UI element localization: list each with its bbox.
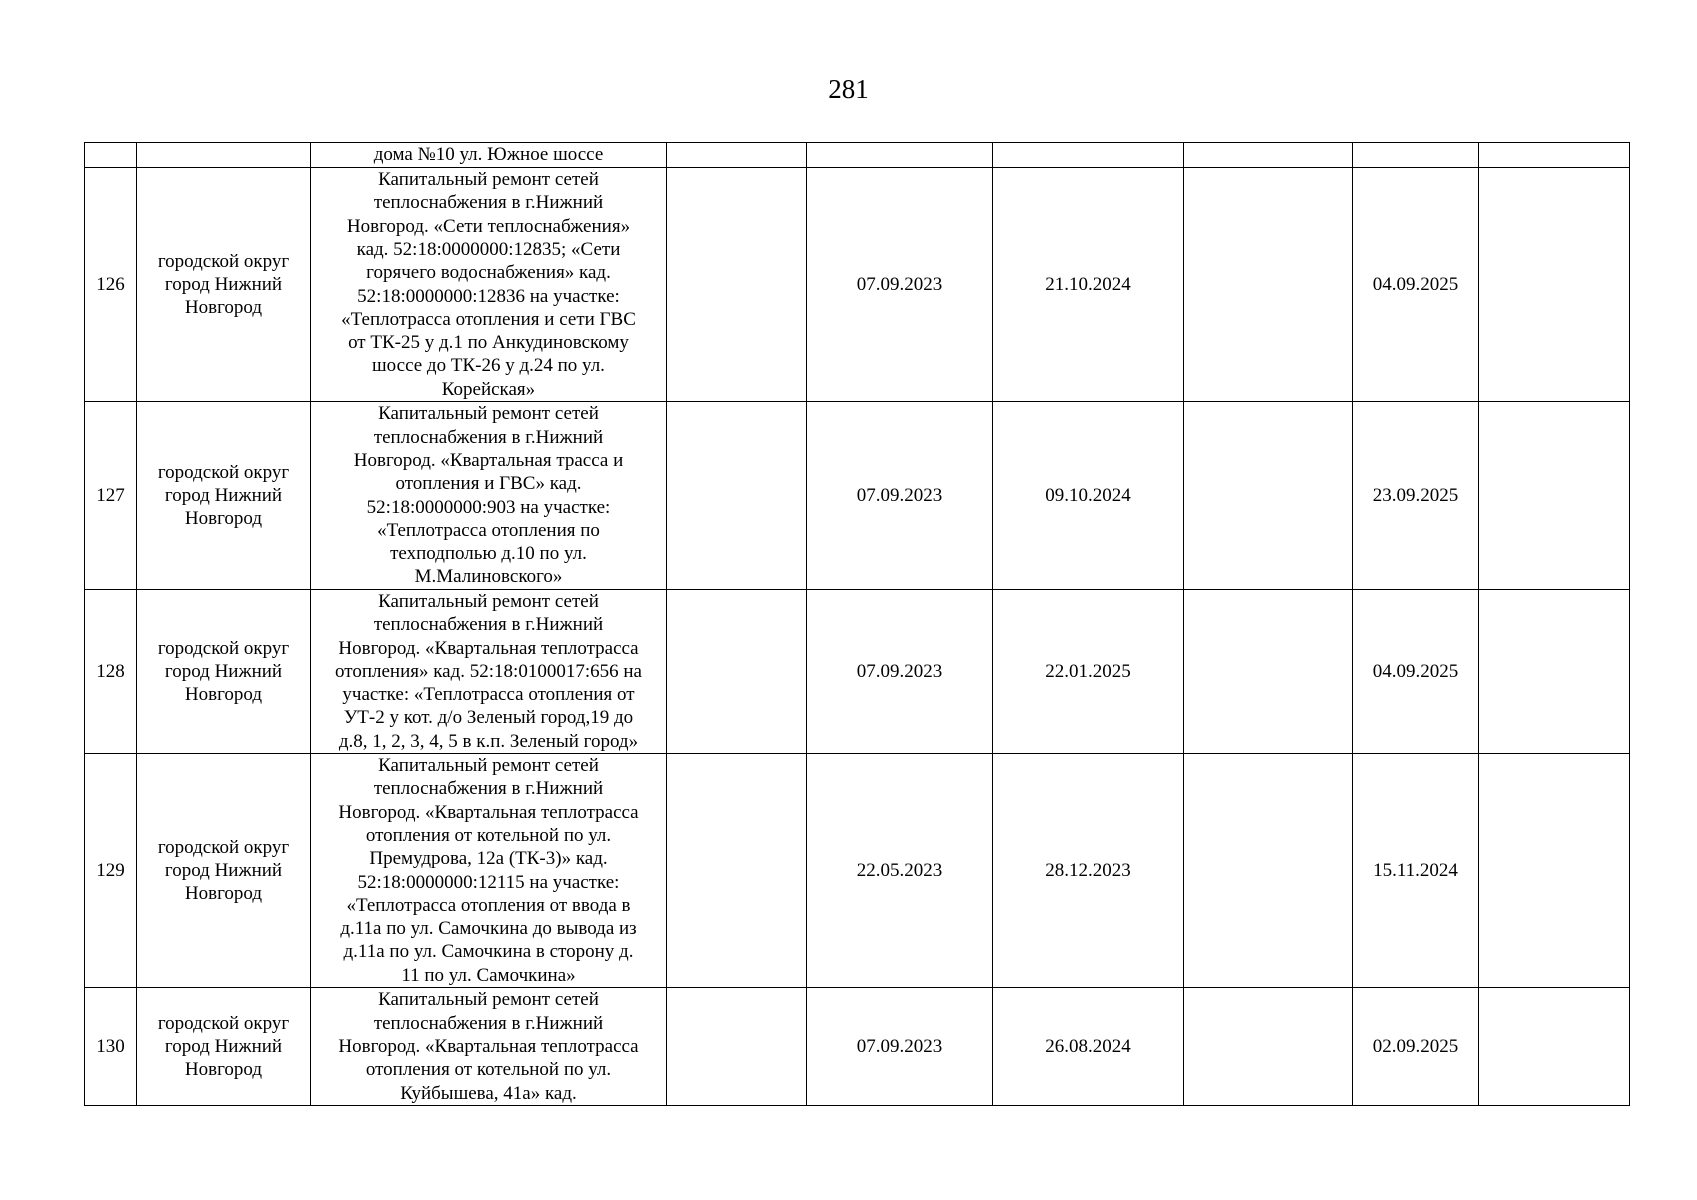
cell-empty xyxy=(667,754,807,988)
cell-object: Капитальный ремонт сетей теплоснабжения в г.Нижний Новгород. «Квартальная теплотрасса отопления от котельной по ул. Куйбышева, 41а» кад. xyxy=(311,988,667,1106)
registry-table xyxy=(84,142,1630,1106)
cell-municipality: городской округ город Нижний Новгород xyxy=(137,590,311,754)
page-number: 281 xyxy=(828,74,869,104)
cell-empty xyxy=(667,988,807,1106)
cell-empty xyxy=(1184,988,1353,1106)
cell-empty xyxy=(667,590,807,754)
table-row xyxy=(85,988,1630,1106)
cell-object: Капитальный ремонт сетей теплоснабжения в г.Нижний Новгород. «Квартальная теплотрасса отопления» кад. 52:18:0100017:656 на участке: «Теплотрасса отопления от УТ-2 у кот. д/о Зеленый город,19 до д.8, 1, 2, 3, 4, 5 в к.п. Зеленый город» xyxy=(311,590,667,754)
cell-empty xyxy=(1184,754,1353,988)
cell-date-end xyxy=(993,143,1184,168)
cell-empty xyxy=(667,402,807,590)
cell-empty xyxy=(1479,143,1630,168)
cell-empty xyxy=(1479,168,1630,402)
cell-date-start: 22.05.2023 xyxy=(807,754,993,988)
cell-date-end: 26.08.2024 xyxy=(993,988,1184,1106)
cell-number: 128 xyxy=(85,590,137,754)
cell-number: 126 xyxy=(85,168,137,402)
cell-empty xyxy=(667,168,807,402)
cell-date-done: 04.09.2025 xyxy=(1353,590,1479,754)
cell-empty xyxy=(667,143,807,168)
cell-empty xyxy=(1479,754,1630,988)
cell-empty xyxy=(1479,590,1630,754)
cell-number: 129 xyxy=(85,754,137,988)
cell-empty xyxy=(1184,402,1353,590)
table-row xyxy=(85,402,1630,590)
cell-object: Капитальный ремонт сетей теплоснабжения в г.Нижний Новгород. «Квартальная теплотрасса отопления от котельной по ул. Премудрова, 12а (ТК-3)» кад. 52:18:0000000:12115 на участке: «Теплотрасса отопления от ввода в д.11а по ул. Самочкина до вывода из д.11а по ул. Самочкина в сторону д. 11 по ул. Самочкина» xyxy=(311,754,667,988)
cell-date-start: 07.09.2023 xyxy=(807,402,993,590)
cell-date-end: 09.10.2024 xyxy=(993,402,1184,590)
cell-date-done xyxy=(1353,143,1479,168)
cell-date-start: 07.09.2023 xyxy=(807,988,993,1106)
cell-empty xyxy=(1184,143,1353,168)
table-row xyxy=(85,168,1630,402)
cell-municipality: городской округ город Нижний Новгород xyxy=(137,168,311,402)
cell-date-end: 21.10.2024 xyxy=(993,168,1184,402)
cell-number: 127 xyxy=(85,402,137,590)
cell-date-start xyxy=(807,143,993,168)
cell-municipality: городской округ город Нижний Новгород xyxy=(137,988,311,1106)
cell-municipality: городской округ город Нижний Новгород xyxy=(137,402,311,590)
cell-municipality xyxy=(137,143,311,168)
cell-date-done: 04.09.2025 xyxy=(1353,168,1479,402)
cell-object: дома №10 ул. Южное шоссе xyxy=(311,143,667,168)
cell-empty xyxy=(1184,168,1353,402)
table-row-continuation xyxy=(85,143,1630,168)
cell-number xyxy=(85,143,137,168)
table-row xyxy=(85,754,1630,988)
cell-date-done: 15.11.2024 xyxy=(1353,754,1479,988)
cell-empty xyxy=(1184,590,1353,754)
cell-object: Капитальный ремонт сетей теплоснабжения в г.Нижний Новгород. «Сети теплоснабжения» кад. 52:18:0000000:12835; «Сети горячего водоснабжения» кад. 52:18:0000000:12836 на участке: «Теплотрасса отопления и сети ГВС от ТК-25 у д.1 по Анкудиновскому шоссе до ТК-26 у д.24 по ул. Корейская» xyxy=(311,168,667,402)
cell-date-end: 22.01.2025 xyxy=(993,590,1184,754)
cell-empty xyxy=(1479,988,1630,1106)
table-row xyxy=(85,590,1630,754)
cell-number: 130 xyxy=(85,988,137,1106)
cell-date-start: 07.09.2023 xyxy=(807,590,993,754)
cell-object: Капитальный ремонт сетей теплоснабжения в г.Нижний Новгород. «Квартальная трасса и отопления и ГВС» кад. 52:18:0000000:903 на участке: «Теплотрасса отопления по техподполью д.10 по ул. М.Малиновского» xyxy=(311,402,667,590)
cell-empty xyxy=(1479,402,1630,590)
cell-date-done: 02.09.2025 xyxy=(1353,988,1479,1106)
cell-date-end: 28.12.2023 xyxy=(993,754,1184,988)
cell-municipality: городской округ город Нижний Новгород xyxy=(137,754,311,988)
cell-date-done: 23.09.2025 xyxy=(1353,402,1479,590)
cell-date-start: 07.09.2023 xyxy=(807,168,993,402)
